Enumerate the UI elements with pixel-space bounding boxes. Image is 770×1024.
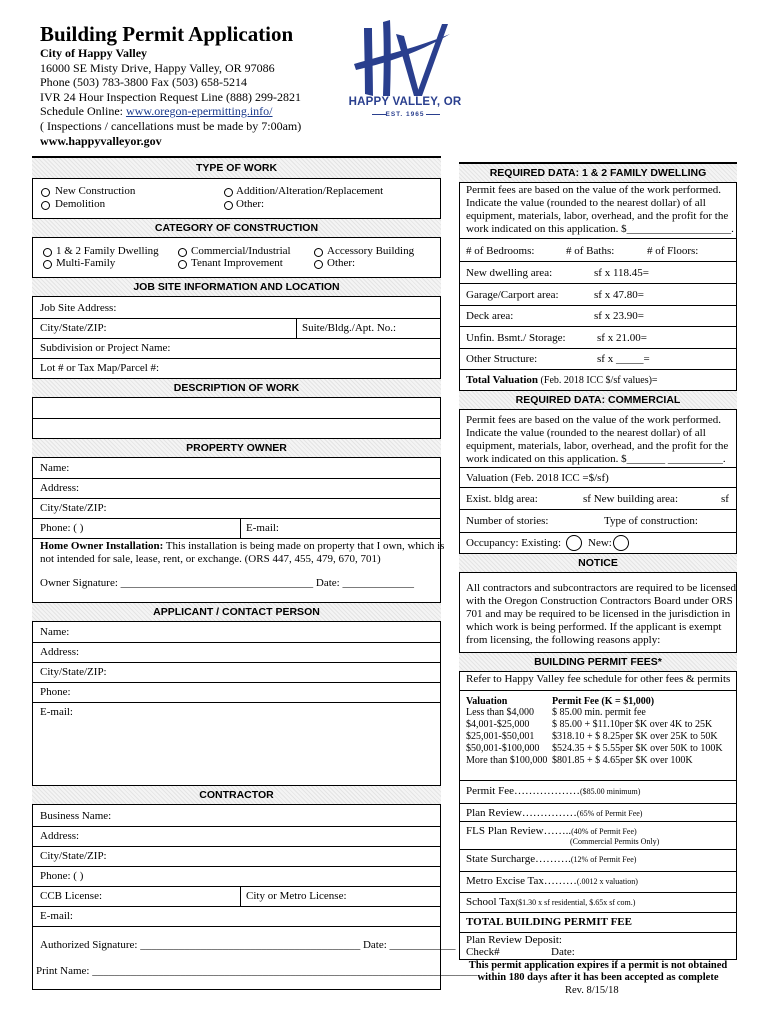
schedule-online — [40, 104, 301, 119]
fees-refer: Refer to Happy Valley fee schedule for other fees & permits — [466, 673, 731, 685]
notice-text — [466, 582, 736, 647]
label-other-structure[interactable]: Other Structure: — [466, 353, 538, 365]
description-line-2[interactable] — [32, 418, 441, 438]
notice-line: 701 and may be required to be licensed in the jurisdiction in — [466, 608, 731, 620]
divider — [459, 532, 737, 533]
label-accessory-building: Accessory Building — [327, 245, 415, 257]
fee-amount: $524.35 + $ 5.55per $K over 50K to 100K — [552, 743, 723, 754]
header-info — [40, 46, 301, 148]
schedule-link[interactable]: www.oregon-epermitting.info/ — [125, 104, 273, 119]
label-commercial: Commercial/Industrial — [191, 245, 291, 257]
dwelling-heading: REQUIRED DATA: 1 & 2 FAMILY DWELLING — [459, 163, 737, 183]
divider — [459, 932, 737, 933]
label-new-dwelling[interactable]: New dwelling area: — [466, 267, 553, 279]
divider — [459, 849, 737, 850]
rate-deck: sf x 23.90= — [594, 310, 644, 322]
label-new-building-area[interactable]: sf New building area: — [583, 493, 678, 505]
divider — [459, 871, 737, 872]
fee-item-note: ($85.00 minimum) — [579, 787, 641, 796]
radio-multi-family[interactable] — [43, 260, 52, 269]
dwelling-intro-line: Indicate the value (rounded to the nearest dollar) of all — [466, 197, 706, 209]
job-site-heading: JOB SITE INFORMATION AND LOCATION — [32, 277, 441, 297]
type-of-work-heading: TYPE OF WORK — [32, 157, 441, 179]
notice-line: from licensing, the following reasons apply: — [466, 634, 661, 646]
city-name: City of Happy Valley — [40, 46, 148, 60]
notice-line: with the Oregon Construction Contractors Board under ORS — [466, 595, 733, 607]
divider — [32, 318, 441, 319]
label-exist-bldg-area[interactable]: Exist. bldg area: — [466, 493, 538, 505]
label-family-dwelling: 1 & 2 Family Dwelling — [56, 245, 159, 257]
fees-col-permit-fee: Permit Fee (K = $1,000) — [552, 696, 655, 707]
fee-item-note-2: (Commercial Permits Only) — [570, 837, 660, 846]
divider — [240, 518, 241, 538]
fee-item-label: State Surcharge………. — [466, 853, 571, 865]
description-heading: DESCRIPTION OF WORK — [32, 378, 441, 398]
fee-item-label: Metro Excise Tax……… — [466, 875, 577, 887]
divider — [240, 886, 241, 906]
label-business-name[interactable]: Business Name: — [40, 810, 112, 822]
divider — [459, 369, 737, 370]
total-fee-label[interactable]: TOTAL BUILDING PERMIT FEE — [466, 916, 632, 928]
fee-item-note: ($1.30 x sf residential, $.65x sf com.) — [515, 898, 636, 907]
label-owner-phone[interactable]: Phone: ( ) — [40, 522, 84, 534]
label-addition: Addition/Alteration/Replacement — [236, 185, 384, 197]
category-heading: CATEGORY OF CONSTRUCTION — [32, 218, 441, 238]
radio-other-category[interactable] — [314, 260, 323, 269]
label-contractor-phone[interactable]: Phone: ( ) — [40, 870, 84, 882]
contractor-heading: CONTRACTOR — [32, 785, 441, 805]
dwelling-intro-line: equipment, materials, labor, overhead, and the profit for the — [466, 210, 729, 222]
dwelling-intro — [466, 184, 734, 236]
divider — [459, 305, 737, 306]
page-title: Building Permit Application — [40, 22, 294, 46]
label-applicant-phone[interactable]: Phone: — [40, 686, 71, 698]
fee-item-label: School Tax — [466, 896, 516, 908]
divider — [32, 338, 441, 339]
fee-range: $4,001-$25,000 — [466, 719, 530, 730]
fee-amount: $ 85.00 min. permit fee — [552, 707, 646, 718]
schedule-label: Schedule Online: — [40, 104, 126, 119]
fee-amount: $801.85 + $ 4.65per $K over 100K — [552, 755, 693, 766]
fee-item[interactable] — [466, 875, 638, 887]
inspections-note: ( Inspections / cancellations must be made by 7:00am) — [40, 118, 302, 133]
fee-range: $50,001-$100,000 — [466, 743, 540, 754]
label-stories[interactable]: Number of stories: — [466, 515, 549, 527]
commercial-intro-line: Indicate the value (rounded to the nearest dollar) of all — [466, 427, 706, 439]
fee-item-label: Plan Review…………… — [466, 807, 577, 819]
label-other-category: Other: — [327, 257, 356, 269]
notice-line: which work is being performed. If the applicant is exempt — [466, 621, 722, 633]
deposit-date[interactable]: Date: — [551, 946, 575, 958]
radio-new-construction[interactable] — [41, 188, 50, 197]
notice-line: All contractors and subcontractors are required to be licensed — [466, 582, 737, 594]
fee-item[interactable] — [466, 807, 642, 819]
label-unfinished-basement[interactable]: Unfin. Bsmt./ Storage: — [466, 332, 566, 344]
rate-unfinished-basement: sf x 21.00= — [597, 332, 647, 344]
divider — [32, 846, 441, 847]
label-lot[interactable]: Lot # or Tax Map/Parcel #: — [40, 362, 160, 374]
label-job-city[interactable]: City/State/ZIP: — [40, 322, 107, 334]
fees-col-valuation: Valuation — [466, 696, 508, 707]
radio-occupancy-existing[interactable] — [566, 535, 582, 551]
check-number[interactable]: Check# — [466, 946, 500, 958]
divider — [459, 892, 737, 893]
divider — [32, 826, 441, 827]
dwelling-intro-line: work indicated on this application. $___________________. — [466, 223, 734, 235]
home-owner-installation — [40, 540, 444, 552]
commercial-intro — [466, 414, 728, 466]
fee-item[interactable] — [466, 853, 636, 865]
fee-item-note: (40% of Permit Fee) — [571, 827, 637, 836]
label-garage[interactable]: Garage/Carport area: — [466, 289, 559, 301]
divider — [296, 318, 297, 338]
divider — [32, 866, 441, 867]
authorized-signature-line[interactable]: Authorized Signature: ________________________________________ Date: ____________ — [40, 939, 456, 951]
owner-heading: PROPERTY OWNER — [32, 438, 441, 458]
radio-demolition[interactable] — [41, 201, 50, 210]
expires-line-2: within 180 days after it has been accepted as complete — [477, 972, 719, 983]
divider — [32, 926, 441, 927]
label-other-work: Other: — [236, 198, 265, 210]
radio-tenant-improvement[interactable] — [178, 260, 187, 269]
label-floors[interactable]: # of Floors: — [647, 245, 699, 257]
divider — [32, 358, 441, 359]
fees-heading: BUILDING PERMIT FEES* — [459, 652, 737, 672]
label-deck[interactable]: Deck area: — [466, 310, 514, 322]
radio-family-dwelling[interactable] — [43, 248, 52, 257]
divider — [459, 690, 737, 691]
divider — [459, 238, 737, 239]
divider — [32, 702, 441, 703]
total-valuation-label: Total Valuation — [466, 374, 539, 386]
divider — [459, 821, 737, 822]
logo-rule-right — [426, 114, 440, 115]
label-contractor-address[interactable]: Address: — [40, 830, 80, 842]
rate-new-dwelling: sf x 118.45= — [594, 267, 649, 279]
dwelling-intro-line: Permit fees are based on the value of the work performed. — [466, 184, 722, 196]
fee-item-note: (65% of Permit Fee) — [576, 809, 643, 818]
label-occupancy: Occupancy: Existing: — [466, 537, 562, 549]
commercial-intro-line: work indicated on this application. $_______ __________. — [466, 453, 726, 465]
label-bedrooms[interactable]: # of Bedrooms: — [466, 245, 535, 257]
fee-amount: $318.10 + $ 8.25per $K over 25K to 50K — [552, 731, 718, 742]
fee-item[interactable] — [466, 896, 635, 908]
fee-item-label: Permit Fee……………… — [466, 785, 580, 797]
rate-garage: sf x 47.80= — [594, 289, 644, 301]
logo-est: EST. 1965 — [385, 111, 425, 118]
label-applicant-email[interactable]: E-mail: — [40, 706, 73, 718]
label-owner-address[interactable]: Address: — [40, 482, 80, 494]
divider — [32, 682, 441, 683]
divider — [32, 478, 441, 479]
fee-range: More than $100,000 — [466, 755, 548, 766]
rate-other-structure: sf x _____= — [597, 353, 650, 365]
label-owner-name[interactable]: Name: — [40, 462, 70, 474]
radio-other-work[interactable] — [224, 201, 233, 210]
divider — [459, 261, 737, 262]
radio-commercial[interactable] — [178, 248, 187, 257]
fee-item-note: (.0012 x valuation) — [576, 877, 638, 886]
label-sf: sf — [721, 493, 729, 505]
expires-line-1: This permit application expires if a permit is not obtained — [468, 960, 728, 971]
logo-name: HAPPY VALLEY, OR — [348, 96, 462, 108]
applicant-heading: APPLICANT / CONTACT PERSON — [32, 602, 441, 622]
divider — [459, 326, 737, 327]
website[interactable]: www.happyvalleyor.gov — [40, 133, 162, 148]
divider — [32, 662, 441, 663]
ivr-line: IVR 24 Hour Inspection Request Line (888) 299-2821 — [40, 89, 301, 104]
label-tenant-improvement: Tenant Improvement — [191, 257, 283, 269]
owner-signature-line[interactable]: Owner Signature: ___________________________________ Date: _____________ — [40, 577, 414, 589]
label-ccb-license[interactable]: CCB License: — [40, 890, 103, 902]
divider — [32, 642, 441, 643]
label-applicant-name[interactable]: Name: — [40, 626, 70, 638]
description-line-1[interactable] — [32, 398, 441, 418]
city-phone: Phone (503) 783-3800 Fax (503) 658-5214 — [40, 75, 247, 90]
divider — [459, 912, 737, 913]
label-subdivision[interactable]: Subdivision or Project Name: — [40, 342, 171, 354]
divider — [459, 348, 737, 349]
install-text-2: not intended for sale, lease, rent, or exchange. (ORS 447, 455, 479, 670, 701) — [40, 553, 381, 565]
radio-occupancy-new[interactable] — [613, 535, 629, 551]
label-job-site-address[interactable]: Job Site Address: — [40, 302, 117, 314]
commercial-intro-line: Permit fees are based on the value of the work performed. — [466, 414, 722, 426]
divider — [32, 906, 441, 907]
divider — [459, 509, 737, 510]
fee-item[interactable] — [466, 825, 637, 837]
divider — [459, 467, 737, 468]
print-name-line[interactable]: Print Name: ______________________________________________________________________ — [36, 965, 478, 977]
divider — [459, 487, 737, 488]
divider — [32, 498, 441, 499]
label-contractor-email[interactable]: E-mail: — [40, 910, 73, 922]
fee-range: $25,001-$50,001 — [466, 731, 535, 742]
label-owner-email[interactable]: E-mail: — [246, 522, 279, 534]
label-commercial-valuation[interactable]: Valuation (Feb. 2018 ICC =$/sf) — [466, 472, 609, 484]
label-demolition: Demolition — [55, 198, 106, 210]
fee-amount: $ 85.00 + $11.10per $K over 4K to 25K — [552, 719, 713, 730]
revision: Rev. 8/15/18 — [565, 985, 619, 996]
city-address: 16000 SE Misty Drive, Happy Valley, OR 97086 — [40, 60, 275, 75]
label-contractor-city[interactable]: City/State/ZIP: — [40, 850, 107, 862]
divider — [32, 538, 441, 539]
fee-item-note: (12% of Permit Fee) — [570, 855, 637, 864]
radio-accessory-building[interactable] — [314, 248, 323, 257]
plan-review-deposit[interactable]: Plan Review Deposit: — [466, 934, 562, 946]
label-metro-license[interactable]: City or Metro License: — [246, 890, 347, 902]
label-occupancy-new: New: — [588, 537, 612, 549]
label-applicant-address[interactable]: Address: — [40, 646, 80, 658]
notice-heading: NOTICE — [459, 553, 737, 573]
fee-item[interactable] — [466, 785, 640, 797]
label-multi-family: Multi-Family — [56, 257, 116, 269]
install-text-1: This installation is being made on property that I own, which is — [163, 540, 445, 552]
divider — [32, 886, 441, 887]
divider — [459, 283, 737, 284]
divider — [459, 803, 737, 804]
label-baths[interactable]: # of Baths: — [566, 245, 615, 257]
radio-addition[interactable] — [224, 188, 233, 197]
total-valuation-note: (Feb. 2018 ICC $/sf values)= — [538, 375, 658, 386]
divider — [32, 518, 441, 519]
fee-item-label: FLS Plan Review…….. — [466, 825, 572, 837]
label-owner-city[interactable]: City/State/ZIP: — [40, 502, 107, 514]
install-bold: Home Owner Installation: — [40, 540, 164, 552]
label-applicant-city[interactable]: City/State/ZIP: — [40, 666, 107, 678]
total-valuation[interactable] — [466, 374, 658, 386]
commercial-intro-line: equipment, materials, labor, overhead, and the profit for the — [466, 440, 729, 452]
label-suite[interactable]: Suite/Bldg./Apt. No.: — [302, 322, 397, 334]
divider — [459, 780, 737, 781]
label-new-construction: New Construction — [55, 185, 136, 197]
fee-range: Less than $4,000 — [466, 707, 535, 718]
commercial-heading: REQUIRED DATA: COMMERCIAL — [459, 390, 737, 410]
happy-valley-logo — [350, 16, 462, 126]
label-construction-type[interactable]: Type of construction: — [604, 515, 698, 527]
